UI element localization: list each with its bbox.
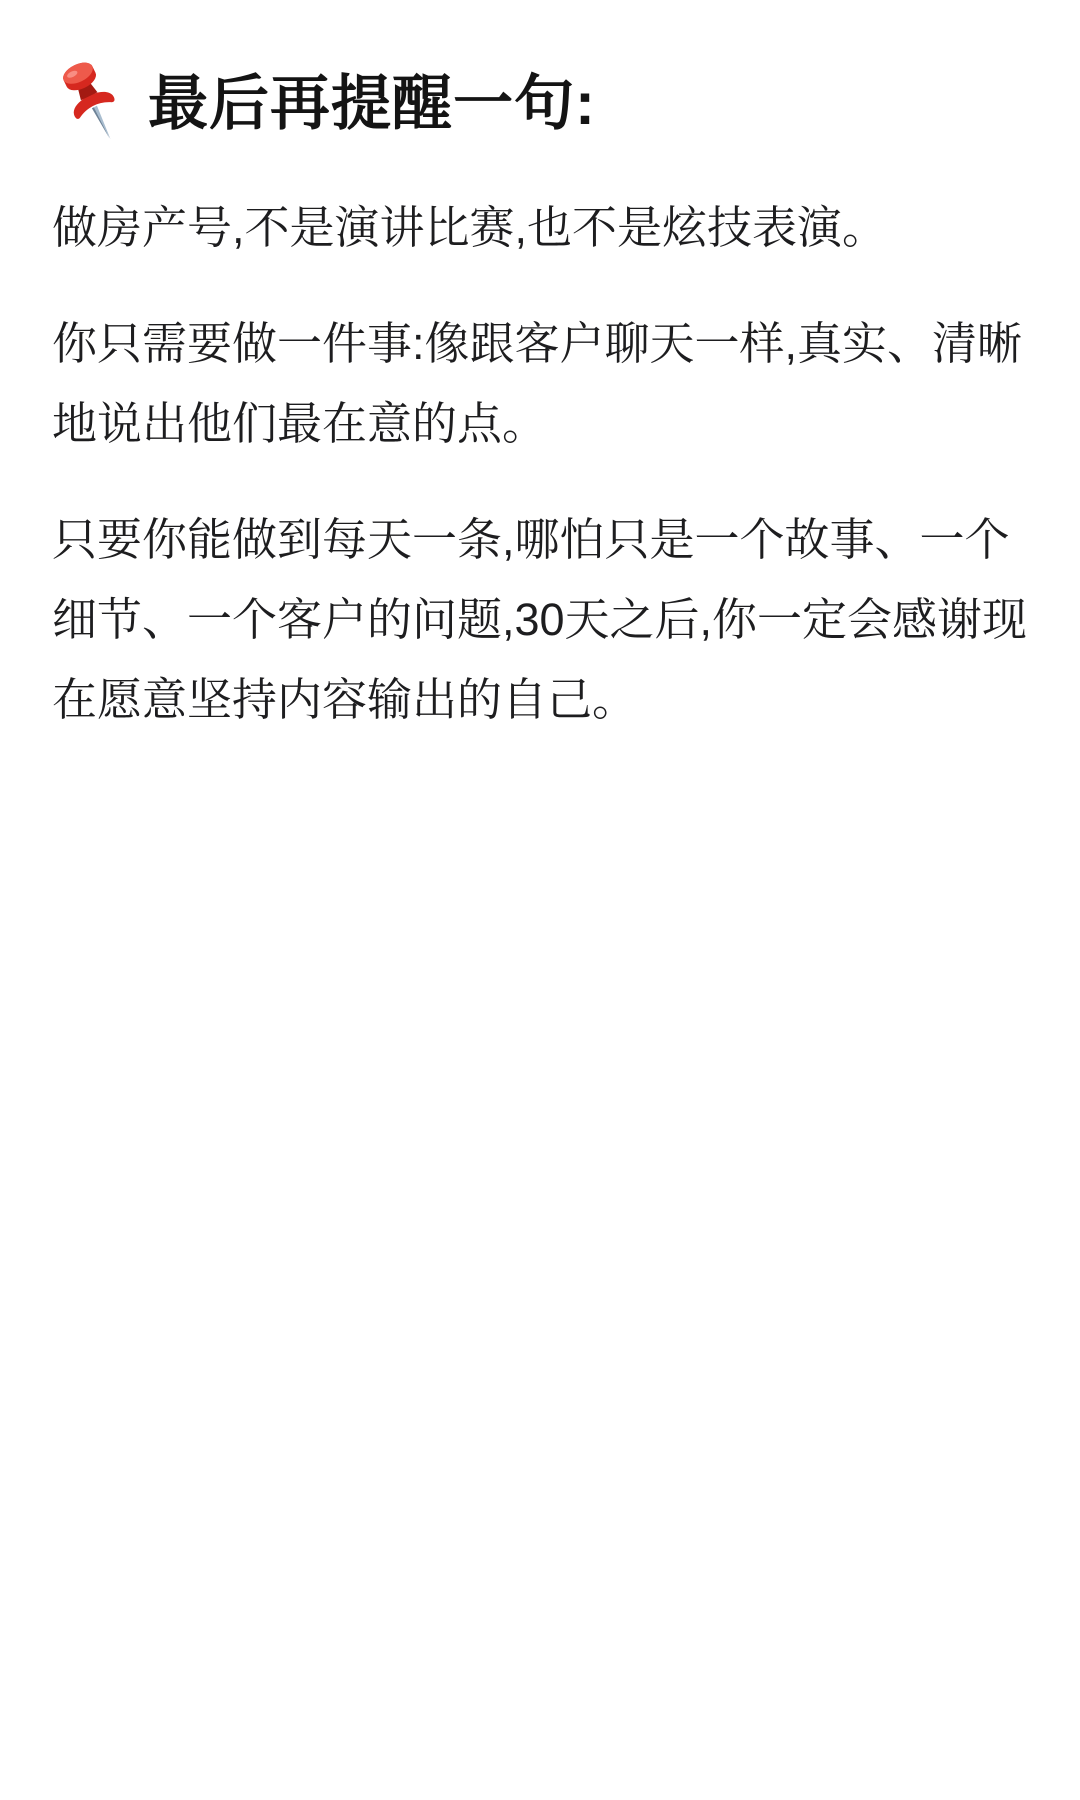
paragraph-1: 做房产号,不是演讲比赛,也不是炫技表演。 bbox=[52, 202, 888, 253]
pushpin-icon bbox=[52, 56, 132, 152]
page-title bbox=[52, 56, 1044, 152]
page-title-text: 最后再提醒一句: bbox=[148, 70, 596, 137]
paragraph-2: 你只需要做一件事:像跟客户聊天一样,真实、清晰地说出他们最在意的点。 bbox=[52, 318, 1023, 449]
note-body bbox=[52, 188, 1044, 740]
paragraph-3: 只要你能做到每天一条,哪怕只是一个故事、一个细节、一个客户的问题,30天之后,你一定会感谢现在愿意坚持内容输出的自己。 bbox=[52, 514, 1028, 725]
